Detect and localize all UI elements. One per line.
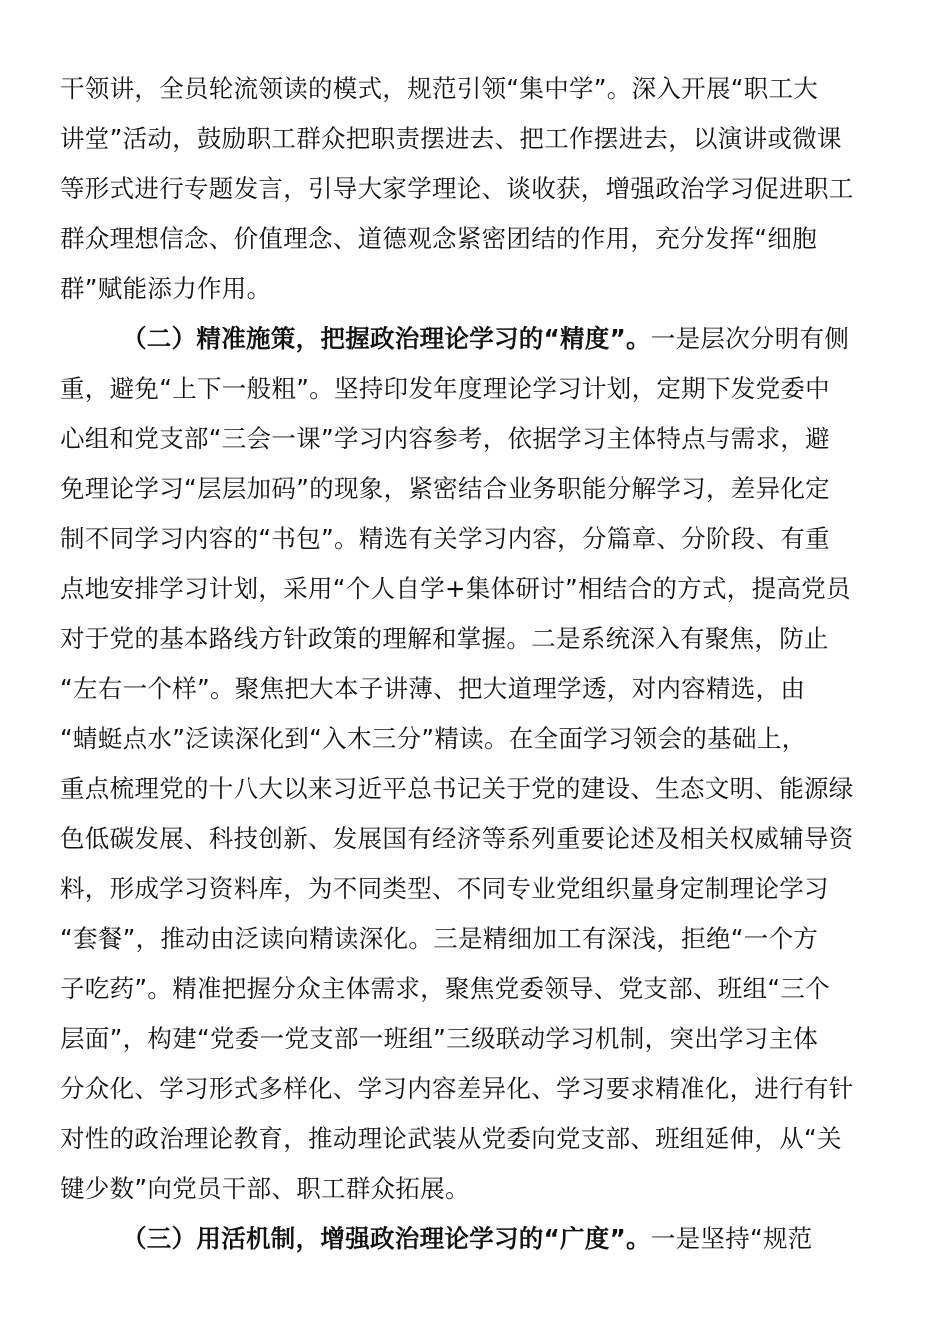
text-line: 层面”，构建“党委一党支部一班组”三级联动学习机制，突出学习主体 [60,1024,819,1053]
document-page [60,64,876,1264]
section-heading-line [60,1214,876,1264]
text-line: 讲堂”活动，鼓励职工群众把职责摆进去、把工作摆进去，以演讲或微课 [60,124,842,153]
text-line: 等形式进行专题发言，引导大家学理论、谈收获，增强政治学习促进职工 [60,174,854,203]
heading-continuation: 一是坚持“规范 [650,1224,813,1253]
text-line: 心组和党支部“三会一课”学习内容参考，依据学习主体特点与需求，避 [60,424,830,453]
paragraph-3 [60,1214,876,1264]
heading-continuation: 一是层次分明有侧 [650,324,850,353]
section-heading: （二）精准施策，把握政治理论学习的“精度”。 [122,324,651,353]
text-line: 免理论学习“层层加码”的现象，紧密结合业务职能分解学习，差异化定 [60,474,830,503]
text-line: 色低碳发展、科技创新、发展国有经济等系列重要论述及相关权威辅导资 [60,824,854,853]
text-line: 群”赋能添力作用。 [60,274,272,303]
text-line: 重点梳理党的十八大以来习近平总书记关于党的建设、生态文明、能源绿 [60,774,854,803]
text-line: 子吃药”。精准把握分众主体需求，聚焦党委领导、党支部、班组“三个 [60,974,830,1003]
text-line: 群众理想信念、价值理念、道德观念紧密团结的作用，充分发挥“细胞 [60,224,817,253]
text-line: 键少数”向党员干部、职工群众拓展。 [60,1174,470,1203]
paragraph-1 [60,64,876,314]
text-line: 分众化、学习形式多样化、学习内容差异化、学习要求精准化，进行有针 [60,1074,854,1103]
text-line: “左右一个样”。聚焦把大本子讲薄、把大道理学透，对内容精选，由 [60,674,806,703]
section-heading-line [60,314,876,364]
text-line: 对性的政治理论教育，推动理论武装从党委向党支部、班组延伸，从“关 [60,1124,842,1153]
text-line: 制不同学习内容的“书包”。精选有关学习内容，分篇章、分阶段、有重 [60,524,830,553]
text-line: 料，形成学习资料库，为不同类型、不同专业党组织量身定制理论学习 [60,874,829,903]
text-line: “套餐”，推动由泛读向精读深化。三是精细加工有深浅，拒绝“一个方 [60,924,819,953]
text-line: 干领讲，全员轮流领读的模式，规范引领“集中学”。深入开展“职工大 [60,74,819,103]
text-line: 重，避免“上下一般粗”。坚持印发年度理论学习计划，定期下发党委中 [60,374,830,403]
text-line: 点地安排学习计划，采用“个人自学+集体研讨”相结合的方式，提高党员 [60,574,851,603]
text-line: “蜻蜓点水”泛读深化到“入木三分”精读。在全面学习领会的基础上， [60,724,807,753]
text-line: 对于党的基本路线方针政策的理解和掌握。二是系统深入有聚焦，防止 [60,624,829,653]
paragraph-2 [60,314,876,1214]
section-heading: （三）用活机制，增强政治理论学习的“广度”。 [122,1224,651,1253]
